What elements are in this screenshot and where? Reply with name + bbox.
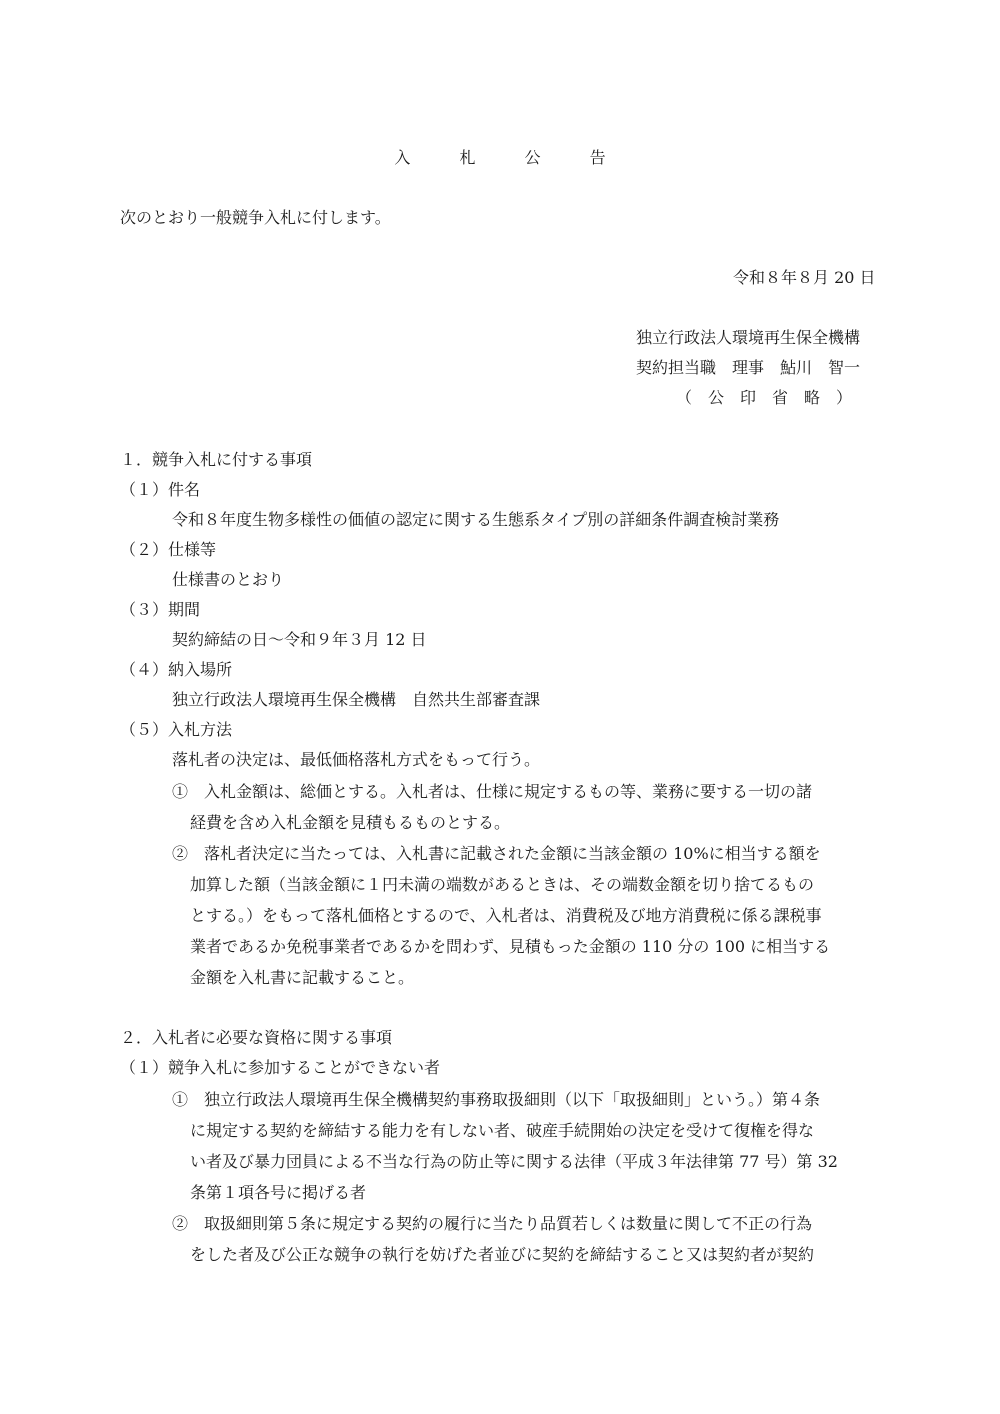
item-label-period: （３）期間	[120, 600, 201, 619]
notice-date: 令和８年８月 20 日	[733, 268, 876, 287]
section-2-heading: ２．入札者に必要な資格に関する事項	[120, 1028, 393, 1047]
section-2-subheading: （１）競争入札に参加することができない者	[120, 1058, 441, 1077]
seal-omitted-note: （ 公 印 省 略 ）	[676, 388, 853, 407]
item-label-spec: （２）仕様等	[120, 540, 217, 559]
method-point-2-line-5: 金額を入札書に記載すること。	[190, 968, 415, 987]
method-point-2-line-3: とする。）をもって落札価格とするので、入札者は、消費税及び地方消費税に係る課税事	[190, 906, 822, 925]
item-label-delivery: （４）納入場所	[120, 660, 233, 679]
item-body-spec: 仕様書のとおり	[172, 570, 285, 589]
method-point-1-line-1: ① 入札金額は、総価とする。入札者は、仕様に規定するもの等、業務に要する一切の諸	[172, 782, 813, 801]
page-title: 入 札 公 告	[394, 148, 628, 167]
issuer-organization: 独立行政法人環境再生保全機構	[636, 328, 861, 347]
section-1-heading: １．競争入札に付する事項	[120, 450, 313, 469]
qualification-point-1-line-3: い者及び暴力団員による不当な行為の防止等に関する法律（平成３年法律第 77 号）第 32	[190, 1152, 838, 1171]
method-point-2-line-2: 加算した額（当該金額に１円未満の端数があるときは、その端数金額を切り捨てるもの	[190, 875, 815, 894]
item-label-subject: （１）件名	[120, 480, 201, 499]
method-point-1-line-2: 経費を含め入札金額を見積もるものとする。	[190, 813, 511, 832]
method-point-2-line-1: ② 落札者決定に当たっては、入札書に記載された金額に当該金額の 10%に相当する額を	[172, 844, 821, 863]
intro-text: 次のとおり一般競争入札に付します。	[120, 208, 391, 227]
item-body-subject: 令和８年度生物多様性の価値の認定に関する生態系タイプ別の詳細条件調査検討業務	[172, 510, 780, 529]
item-body-delivery: 独立行政法人環境再生保全機構 自然共生部審査課	[172, 690, 541, 709]
qualification-point-1-line-1: ① 独立行政法人環境再生保全機構契約事務取扱細則（以下「取扱細則」という。）第４条	[172, 1090, 821, 1109]
item-body-period: 契約締結の日～令和９年３月 12 日	[172, 630, 427, 649]
qualification-point-2-line-2: をした者及び公正な競争の執行を妨げた者並びに契約を締結すること又は契約者が契約	[190, 1245, 815, 1264]
issuer-officer: 契約担当職 理事 鮎川 智一	[636, 358, 861, 377]
method-point-2-line-4: 業者であるか免税事業者であるかを問わず、見積もった金額の 110 分の 100 に相当する	[190, 937, 831, 956]
qualification-point-2-line-1: ② 取扱細則第５条に規定する契約の履行に当たり品質若しくは数量に関して不正の行為	[172, 1214, 813, 1233]
qualification-point-1-line-2: に規定する契約を締結する能力を有しない者、破産手続開始の決定を受けて復権を得な	[190, 1121, 815, 1140]
qualification-point-1-line-4: 条第１項各号に掲げる者	[190, 1183, 367, 1202]
item-label-method: （５）入札方法	[120, 720, 233, 739]
item-body-method: 落札者の決定は、最低価格落札方式をもって行う。	[172, 750, 541, 769]
